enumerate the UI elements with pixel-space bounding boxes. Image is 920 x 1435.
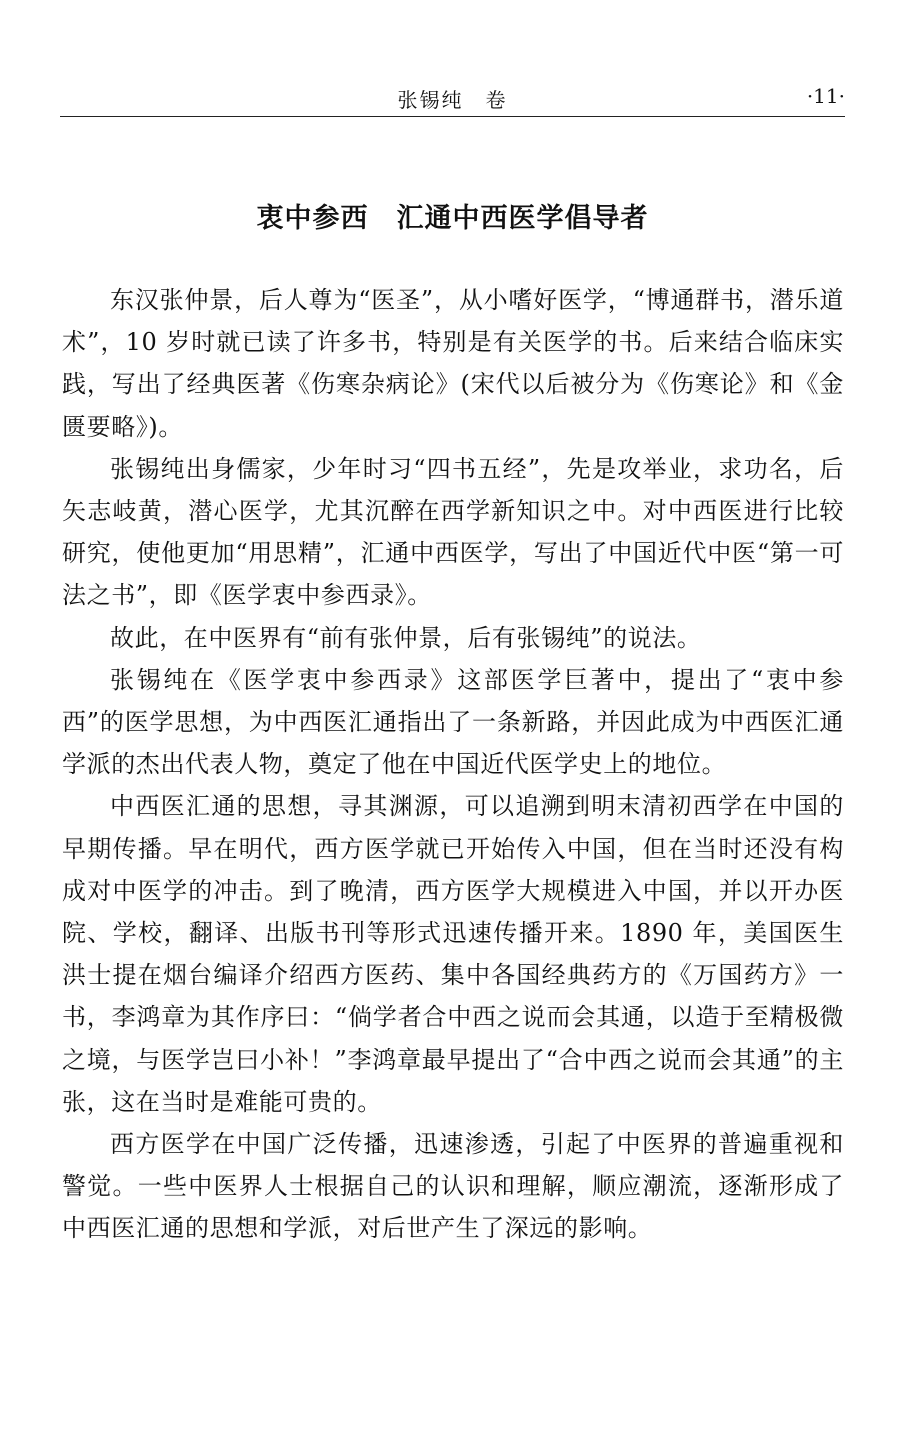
paragraph: 张锡纯在《医学衷中参西录》这部医学巨著中，提出了“衷中参西”的医学思想，为中西医汇通指出了一条新路，并因此成为中西医汇通学派的杰出代表人物，奠定了他在中国近代医学史上的地位。 (62, 665, 844, 779)
header-divider (60, 116, 845, 117)
running-header-title: 张锡纯 卷 (397, 88, 508, 112)
chapter-title: 衷中参西 汇通中西医学倡导者 (256, 203, 649, 234)
body-text (62, 279, 844, 1250)
paragraph: 张锡纯出身儒家，少年时习“四书五经”，先是攻举业，求功名，后矢志岐黄，潜心医学，尤其沉醉在西学新知识之中。对中西医进行比较研究，使他更加“用思精”，汇通中西医学，写出了中国近代中医“第一可法之书”，即《医学衷中参西录》。 (62, 454, 844, 610)
running-header (60, 84, 845, 116)
paragraph: 中西医汇通的思想，寻其渊源，可以追溯到明末清初西学在中国的早期传播。早在明代，西方医学就已开始传入中国，但在当时还没有构成对中医学的冲击。到了晚清，西方医学大规模进入中国，并以开办医院、学校，翻译、出版书刊等形式迅速传播开来。1890 年，美国医生洪士提在烟台编译介绍西方医药、集中各国经典药方的《万国药方》一书，李鸿章为其作序曰：“倘学者合中西之说而会其通，以造于至精极微之境，与医学岂曰小补！”李鸿章最早提出了“合中西之说而会其通”的主张，这在当时是难能可贵的。 (62, 792, 844, 1116)
paragraph: 东汉张仲景，后人尊为“医圣”，从小嗜好医学，“博通群书，潜乐道术”，10 岁时就已读了许多书，特别是有关医学的书。后来结合临床实践，写出了经典医著《伤寒杂病论》(宋代以后被分为《伤寒论》和《金匮要略》)。 (62, 286, 844, 441)
paragraph: 故此，在中医界有“前有张仲景，后有张锡纯”的说法。 (110, 623, 702, 652)
page-number: ·11· (806, 84, 845, 108)
paragraph: 西方医学在中国广泛传播，迅速渗透，引起了中医界的普遍重视和警觉。一些中医界人士根据自己的认识和理解，顺应潮流，逐渐形成了中西医汇通的思想和学派，对后世产生了深远的影响。 (62, 1130, 844, 1243)
